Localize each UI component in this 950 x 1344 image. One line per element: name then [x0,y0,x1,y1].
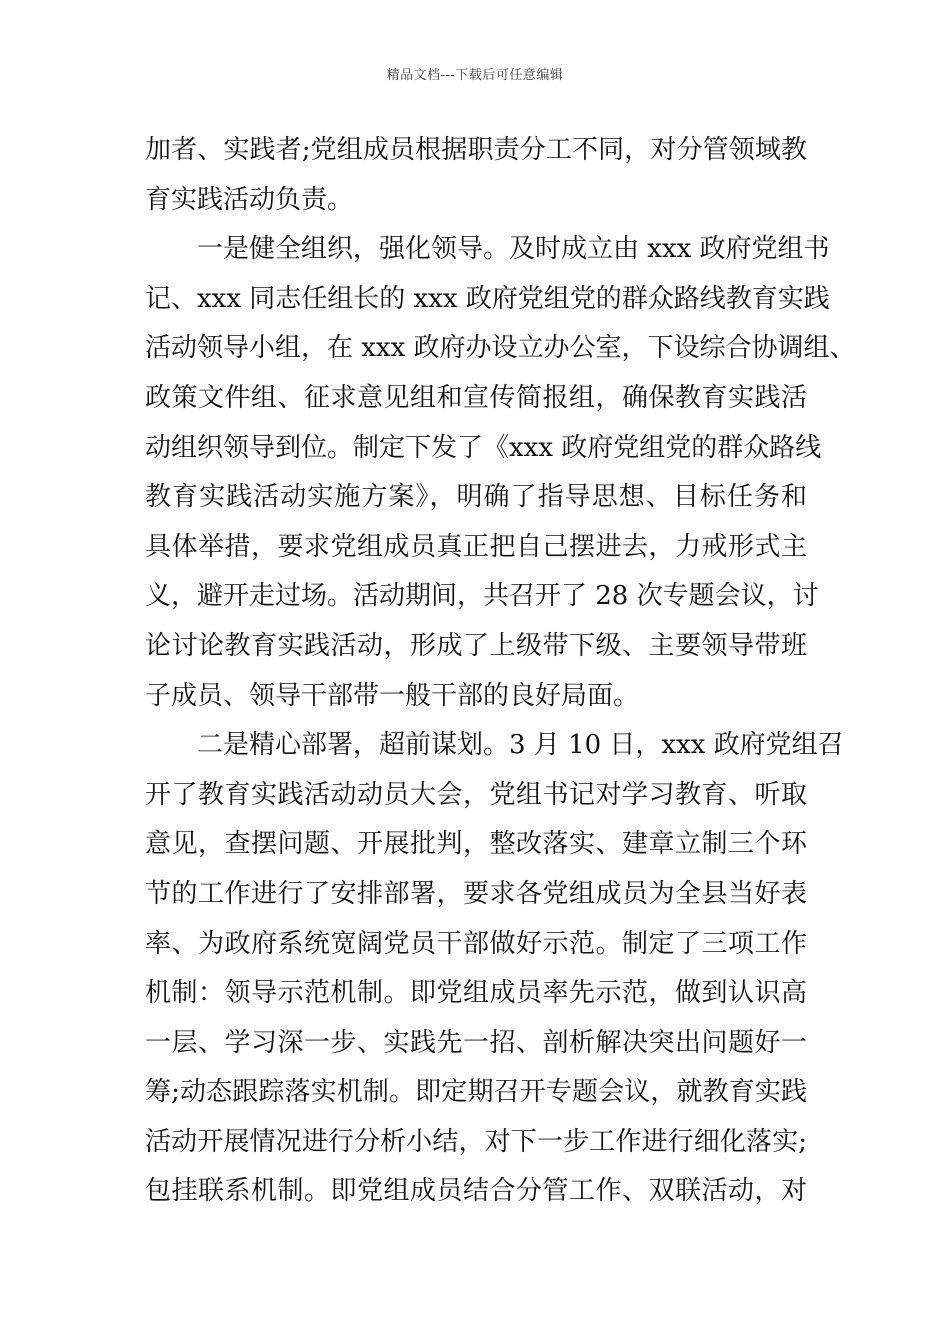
text-line: 活动开展情况进行分析小结，对下一步工作进行细化落实; [145,1126,807,1157]
text-line: 活动领导小组，在 xxx 政府办设立办公室，下设综合协调组、 [145,333,856,364]
text-line: 具体举措，要求党组成员真正把自己摆进去，力戒形式主 [145,531,807,562]
text-line: 节的工作进行了安排部署，要求各党组成员为全县当好表 [145,878,807,909]
page-header: 精品文档---下载后可任意编辑 [386,68,564,83]
text-line: 动组织领导到位。制定下发了《xxx 政府党组党的群众路线 [145,432,822,463]
text-line: 政策文件组、征求意见组和宣传简报组，确保教育实践活 [145,382,807,413]
text-line: 子成员、领导干部带一般干部的良好局面。 [145,680,640,711]
text-line: 包挂联系机制。即党组成员结合分管工作、双联活动，对 [145,1176,807,1207]
text-line: 记、xxx 同志任组长的 xxx 政府党组党的群众路线教育实践 [145,283,830,314]
text-line: 论讨论教育实践活动，形成了上级带下级、主要领导带班 [145,630,807,661]
paragraph-start-line: 一是健全组织，强化领导。及时成立由 xxx 政府党组书 [197,234,830,265]
text-line: 加者、实践者;党组成员根据职责分工不同，对分管领域教 [145,135,807,165]
text-line: 教育实践活动实施方案》，明确了指导思想、目标任务和 [145,482,807,513]
document-body [145,126,856,1217]
text-line: 育实践活动负责。 [145,184,354,215]
text-line: 机制：领导示范机制。即党组成员率先示范，做到认识高 [145,978,807,1009]
text-line: 一层、学习深一步、实践先一招、剖析解决突出问题好一 [145,1027,807,1058]
text-line: 率、为政府系统宽阔党员干部做好示范。制定了三项工作 [145,928,807,959]
paragraph-start-line: 二是精心部署，超前谋划。3 月 10 日，xxx 政府党组召 [197,730,844,761]
text-line: 筹;动态跟踪落实机制。即定期召开专题会议，就教育实践 [145,1077,807,1108]
text-line: 意见，查摆问题、开展批判，整改落实、建章立制三个环 [145,829,807,860]
text-line: 开了教育实践活动动员大会，党组书记对学习教育、听取 [145,779,807,810]
text-line: 义，避开走过场。活动期间，共召开了 28 次专题会议，讨 [145,581,819,612]
